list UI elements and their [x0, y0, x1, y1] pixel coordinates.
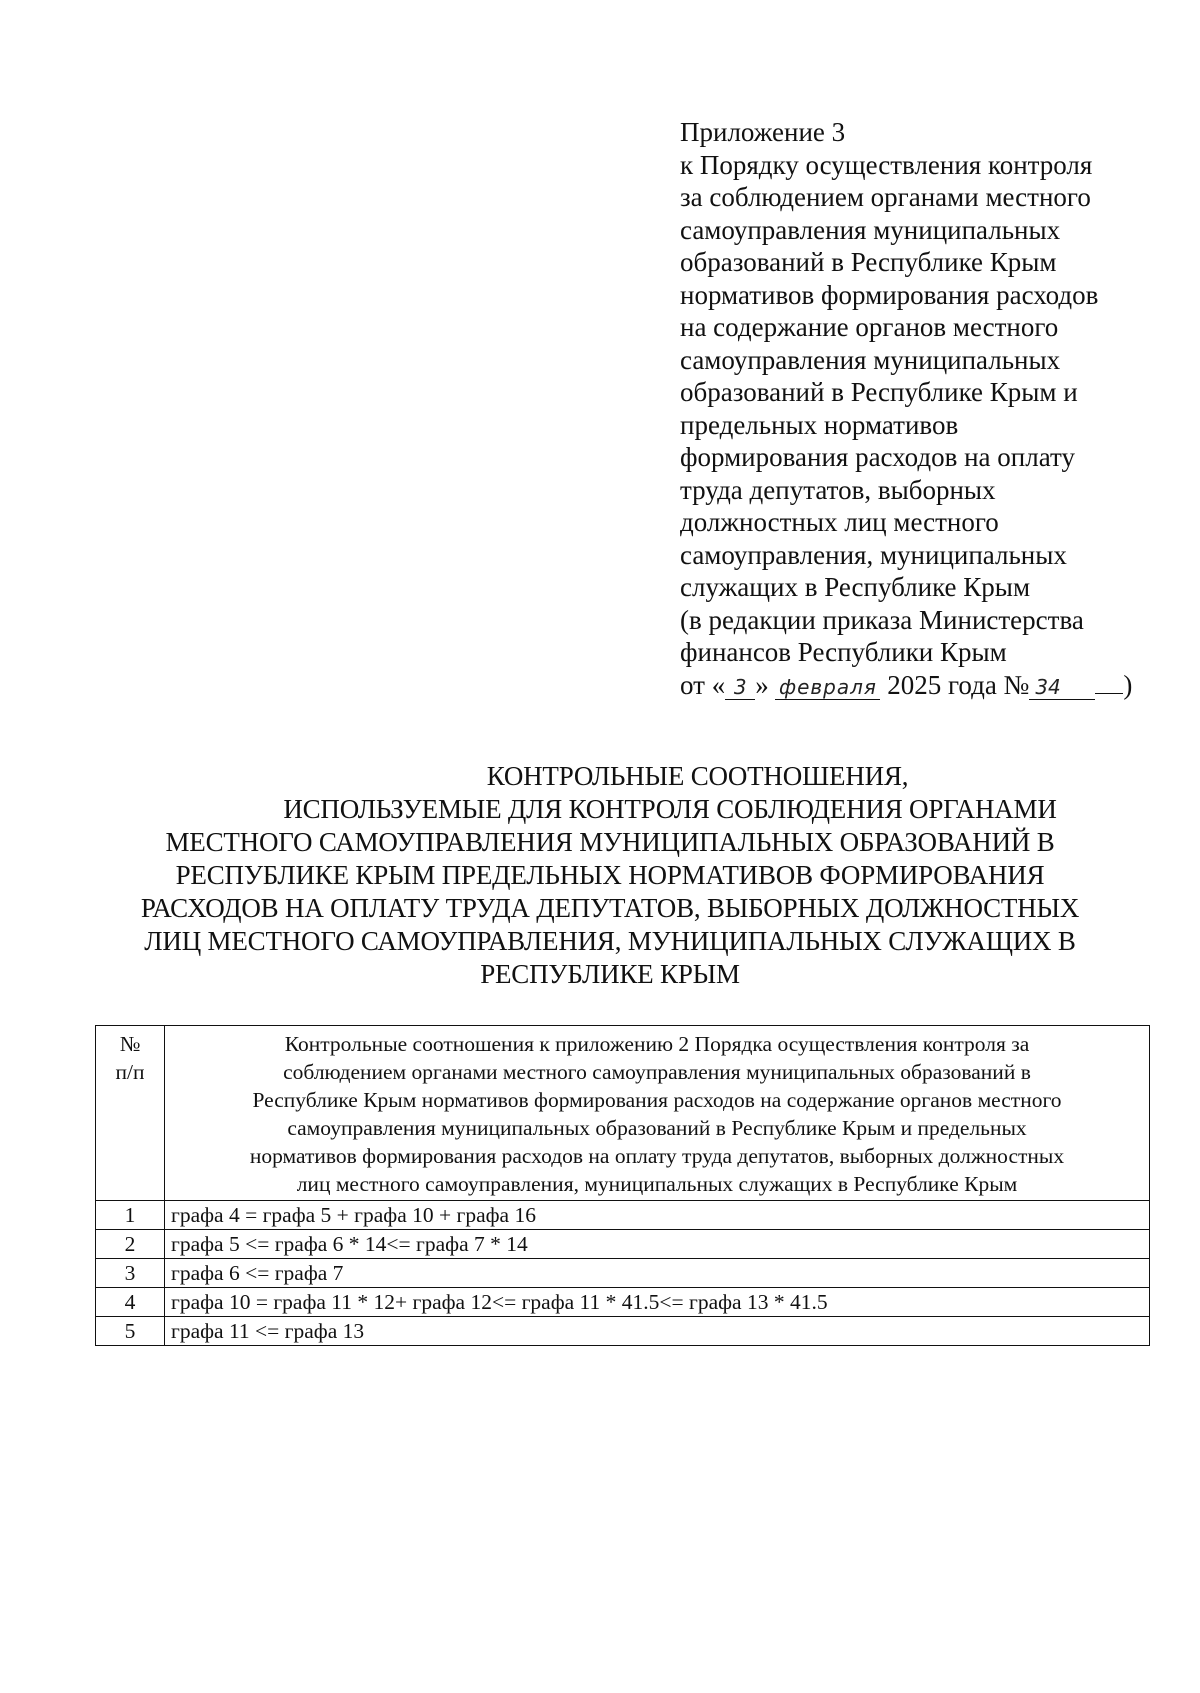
order-prefix: от « — [680, 669, 726, 700]
appendix-line: самоуправления муниципальных — [680, 344, 1061, 375]
table-row — [96, 1317, 1150, 1346]
appendix-line: за соблюдением органами местного — [680, 182, 1091, 212]
order-month-handwritten: февраля — [775, 675, 880, 700]
row-formula: графа 4 = графа 5 + графа 10 + графа 16 — [165, 1201, 1150, 1230]
column-header-number-sign: № — [119, 1032, 141, 1056]
appendix-line: Приложение 3 — [680, 117, 846, 147]
title-line: РЕСПУБЛИКЕ КРЫМ ПРЕДЕЛЬНЫХ НОРМАТИВОВ ФОРМИРОВАНИЯ — [175, 860, 1045, 890]
header-text-line: Контрольные соотношения к приложению 2 Порядка осуществления контроля за — [284, 1032, 1030, 1056]
title-line: КОНТРОЛЬНЫЕ СООТНОШЕНИЯ, — [486, 761, 909, 791]
header-text-line: нормативов формирования расходов на оплату труда депутатов, выборных должностных — [249, 1144, 1065, 1168]
row-formula: графа 5 <= графа 6 * 14<= графа 7 * 14 — [165, 1230, 1150, 1259]
order-year: 2025 года № — [887, 669, 1030, 700]
header-text-line: самоуправления муниципальных образований в Республике Крым и предельных — [287, 1116, 1027, 1140]
order-number-handwritten: 34 — [1029, 675, 1095, 700]
appendix-line: образований в Республике Крым и — [680, 377, 1078, 407]
appendix-line: формирования расходов на оплату — [680, 442, 1075, 472]
appendix-line: должностных лиц местного — [680, 507, 999, 537]
header-text-line: соблюдением органами местного самоуправления муниципальных образований в — [283, 1060, 1031, 1084]
order-day-close: » — [755, 669, 769, 700]
row-number: 5 — [96, 1317, 165, 1346]
column-header-number-abbr: п/п — [115, 1060, 145, 1084]
appendix-line: финансов Республики Крым — [680, 637, 1007, 667]
appendix-line: на содержание органов местного — [680, 312, 1059, 342]
row-number: 2 — [96, 1230, 165, 1259]
appendix-line: нормативов формирования расходов — [680, 279, 1099, 310]
title-line: ИСПОЛЬЗУЕМЫЕ ДЛЯ КОНТРОЛЯ СОБЛЮДЕНИЯ ОРГАНАМИ — [283, 794, 1057, 824]
appendix-line: труда депутатов, выборных — [680, 474, 996, 505]
appendix-header — [680, 116, 1180, 701]
appendix-line: (в редакции приказа Министерства — [680, 604, 1084, 635]
row-number: 3 — [96, 1259, 165, 1288]
column-header-number — [96, 1026, 165, 1201]
appendix-line: самоуправления муниципальных — [680, 214, 1061, 245]
appendix-line: образований в Республике Крым — [680, 247, 1057, 277]
table-row — [96, 1201, 1150, 1230]
table-row — [96, 1259, 1150, 1288]
row-formula: графа 11 <= графа 13 — [165, 1317, 1150, 1346]
title-line: РЕСПУБЛИКЕ КРЫМ — [480, 959, 740, 989]
order-day-handwritten: 3 — [725, 675, 755, 700]
column-header-ratios — [165, 1026, 1150, 1201]
order-close: ) — [1123, 669, 1133, 700]
title-line: РАСХОДОВ НА ОПЛАТУ ТРУДА ДЕПУТАТОВ, ВЫБОРНЫХ ДОЛЖНОСТНЫХ — [140, 893, 1080, 923]
row-number: 4 — [96, 1288, 165, 1317]
title-line: ЛИЦ МЕСТНОГО САМОУПРАВЛЕНИЯ, МУНИЦИПАЛЬНЫХ СЛУЖАЩИХ В — [144, 926, 1076, 956]
row-number: 1 — [96, 1201, 165, 1230]
document-title — [90, 760, 1130, 991]
table-row — [96, 1288, 1150, 1317]
control-ratios-table — [95, 1025, 1150, 1346]
appendix-line: к Порядку осуществления контроля — [680, 149, 1093, 180]
row-formula: графа 6 <= графа 7 — [165, 1259, 1150, 1288]
header-text-line: Республике Крым нормативов формирования расходов на содержание органов местного — [252, 1088, 1062, 1112]
appendix-line: предельных нормативов — [680, 409, 959, 440]
table-row — [96, 1230, 1150, 1259]
table-header-row — [96, 1026, 1150, 1201]
order-number-underline — [1095, 693, 1123, 694]
appendix-line: самоуправления, муниципальных — [680, 539, 1067, 570]
appendix-line: служащих в Республике Крым — [680, 572, 1031, 602]
title-line: МЕСТНОГО САМОУПРАВЛЕНИЯ МУНИЦИПАЛЬНЫХ ОБРАЗОВАНИЙ В — [165, 827, 1055, 857]
header-text-line: лиц местного самоуправления, муниципальных служащих в Республике Крым — [296, 1172, 1018, 1196]
row-formula: графа 10 = графа 11 * 12+ графа 12<= графа 11 * 41.5<= графа 13 * 41.5 — [165, 1288, 1150, 1317]
order-reference — [680, 669, 1180, 702]
